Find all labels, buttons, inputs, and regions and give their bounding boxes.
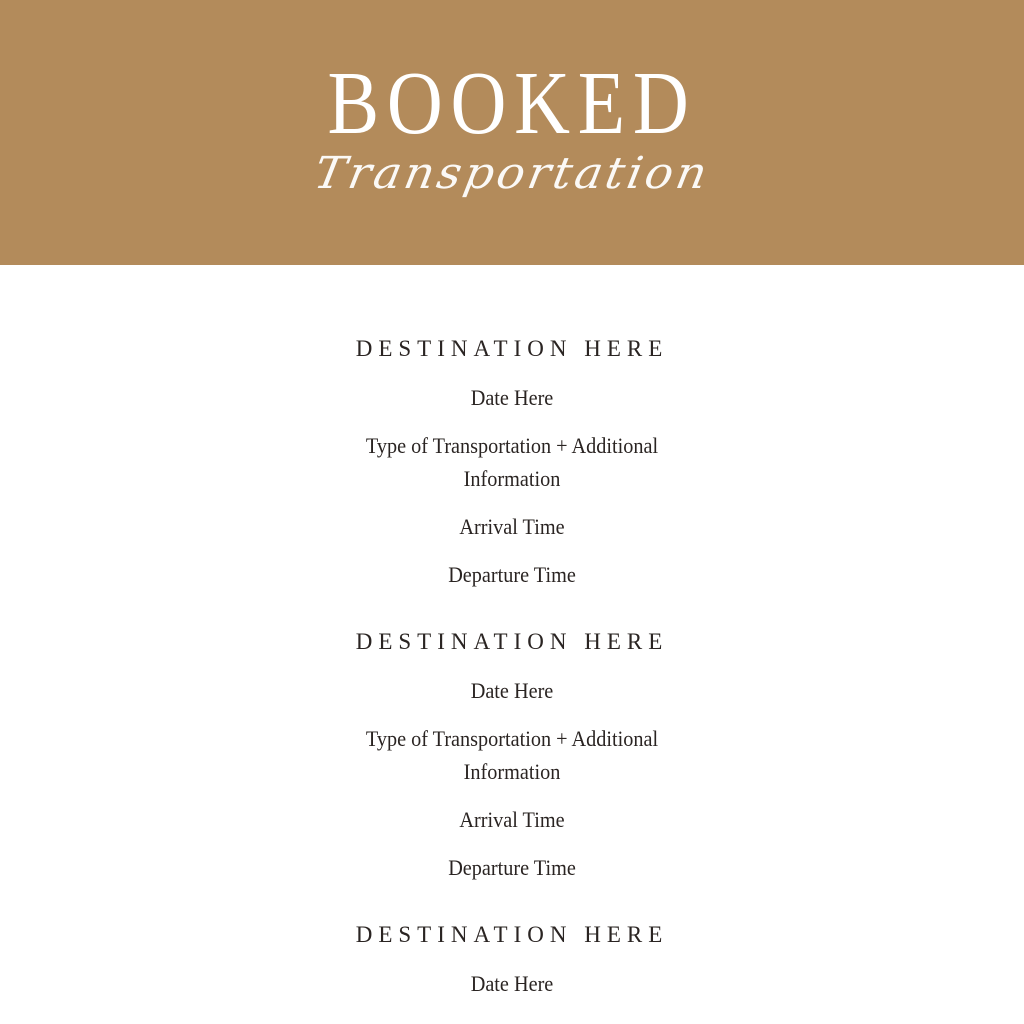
arrival-time-text: Arrival Time (459, 807, 565, 832)
date-text: Date Here (470, 385, 554, 410)
destination-heading: DESTINATION HERE (355, 922, 669, 947)
departure-time-text: Departure Time (448, 855, 576, 880)
arrival-time-text: Arrival Time (459, 514, 565, 539)
header-banner (0, 0, 1024, 265)
destination-heading: DESTINATION HERE (355, 336, 669, 361)
destination-section (0, 918, 1024, 1000)
destination-section (0, 332, 1024, 591)
destination-heading: DESTINATION HERE (355, 629, 669, 654)
date-text: Date Here (470, 678, 554, 703)
transportation-type-text: Type of Transportation + Additional Information (365, 726, 659, 784)
departure-time-text: Departure Time (448, 562, 576, 587)
destination-section (0, 625, 1024, 884)
transport-list (0, 332, 1024, 1015)
transportation-type-text: Type of Transportation + Additional Information (365, 433, 659, 491)
page-subtitle: Transportation (310, 148, 715, 199)
date-text: Date Here (470, 971, 554, 996)
page-title: BOOKED (327, 54, 697, 153)
